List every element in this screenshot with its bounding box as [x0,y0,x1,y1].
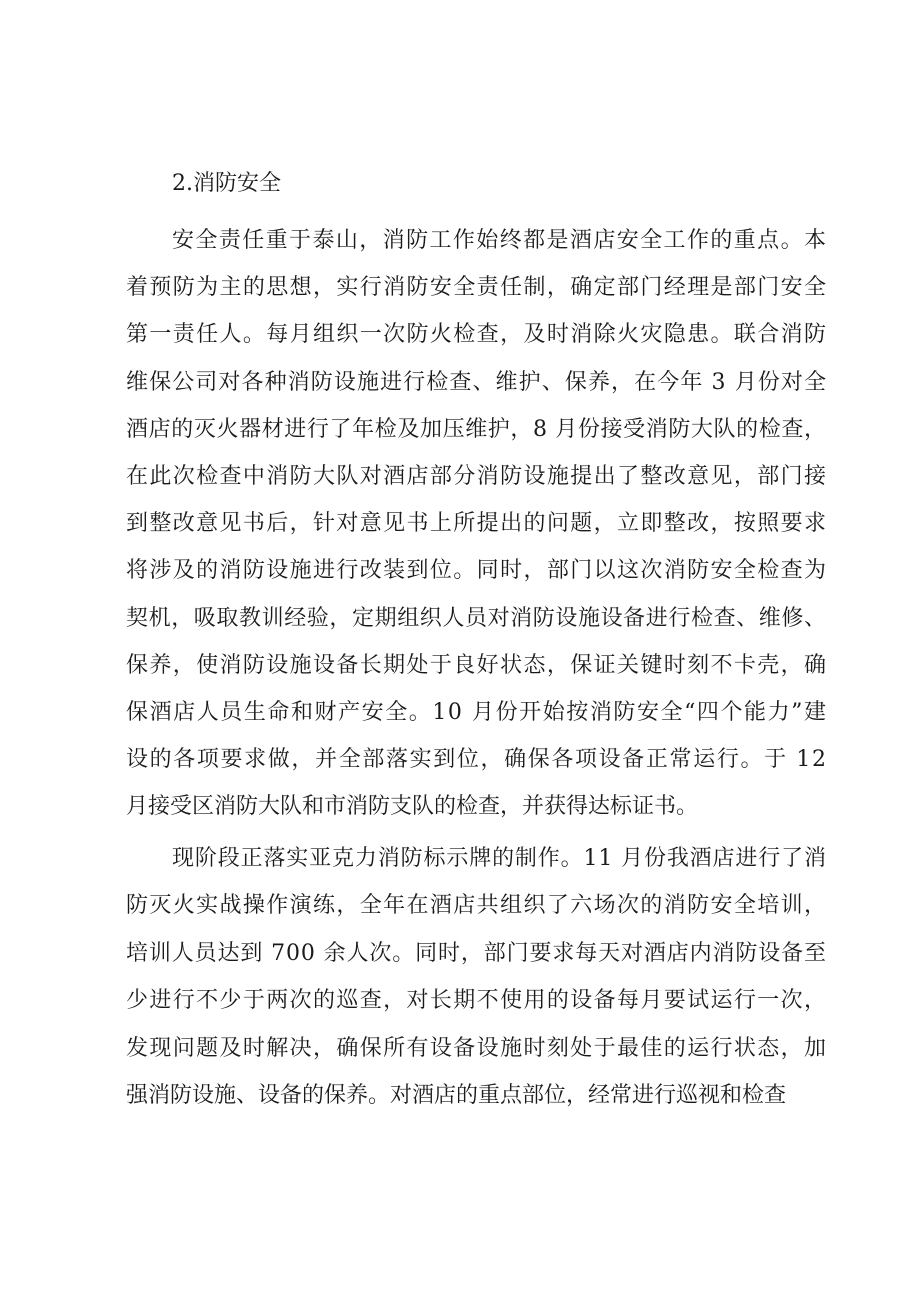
paragraph-line [0,268,920,308]
line-text: 防灭火实战操作演练，全年在酒店共组织了六场次的消防安全培训， [126,893,828,919]
line-text: 将涉及的消防设施进行改装到位。同时，部门以这次消防安全检查为 [126,558,828,584]
line-text: 契机，吸取教训经验，定期组织人员对消防设施设备进行检查、维修、 [126,605,827,631]
paragraph-line [0,886,920,926]
line-text: 强消防设施、设备的保养。对酒店的重点部位，经常进行巡视和检查 [126,1083,787,1108]
paragraph-line [0,315,920,355]
paragraph-line [0,934,920,974]
paragraph-line [0,740,920,780]
line-text: 少进行不少于两次的巡查，对长期不使用的设备每月要试运行一次， [126,988,828,1014]
line-text: 发现问题及时解决，确保所有设备设施时刻处于最佳的运行状态，加 [126,1035,828,1061]
paragraph-line [0,839,920,879]
line-text: 酒店的灭火器材进行了年检及加压维护，8 月份接受消防大队的检查， [126,416,827,442]
paragraph-line [0,787,920,827]
line-text: 安全责任重于泰山，消防工作始终都是酒店安全工作的重点。本 [172,228,828,253]
line-text: 保酒店人员生命和财产安全。10 月份开始按消防安全“四个能力”建 [126,700,828,725]
paragraph-line [0,1029,920,1069]
paragraph-line [0,599,920,639]
paragraph-line [0,363,920,403]
line-text: 维保公司对各种消防设施进行检查、维护、保养，在今年 3 月份对全 [126,369,828,395]
line-text: 着预防为主的思想，实行消防安全责任制，确定部门经理是部门安全 [126,275,828,301]
paragraph-line [0,551,920,591]
paragraph-line [0,1076,920,1116]
paragraph-line [0,693,920,733]
paragraph-line [0,981,920,1021]
line-text: 设的各项要求做，并全部落实到位，确保各项设备正常运行。于 12 [126,747,828,773]
paragraph-line [0,221,920,261]
line-text: 在此次检查中消防大队对酒店部分消防设施提出了整改意见，部门接 [126,464,828,489]
line-text: 月接受区消防大队和市消防支队的检查，并获得达标证书。 [126,794,699,820]
section-heading: 2.消防安全 [172,171,281,196]
line-text: 现阶段正落实亚克力消防标示牌的制作。11 月份我酒店进行了消 [172,846,827,871]
paragraph-line [0,646,920,686]
line-text: 第一责任人。每月组织一次防火检查，及时消除火灾隐患。联合消防 [126,322,828,348]
paragraph-line [0,504,920,544]
paragraph-line [0,457,920,497]
line-text: 到整改意见书后，针对意见书上所提出的问题，立即整改，按照要求 [126,511,828,537]
line-text: 培训人员达到 700 余人次。同时，部门要求每天对酒店内消防设备至 [126,940,827,966]
line-text: 保养，使消防设施设备长期处于良好状态，保证关键时刻不卡壳，确 [126,652,828,678]
paragraph-line [0,410,920,450]
